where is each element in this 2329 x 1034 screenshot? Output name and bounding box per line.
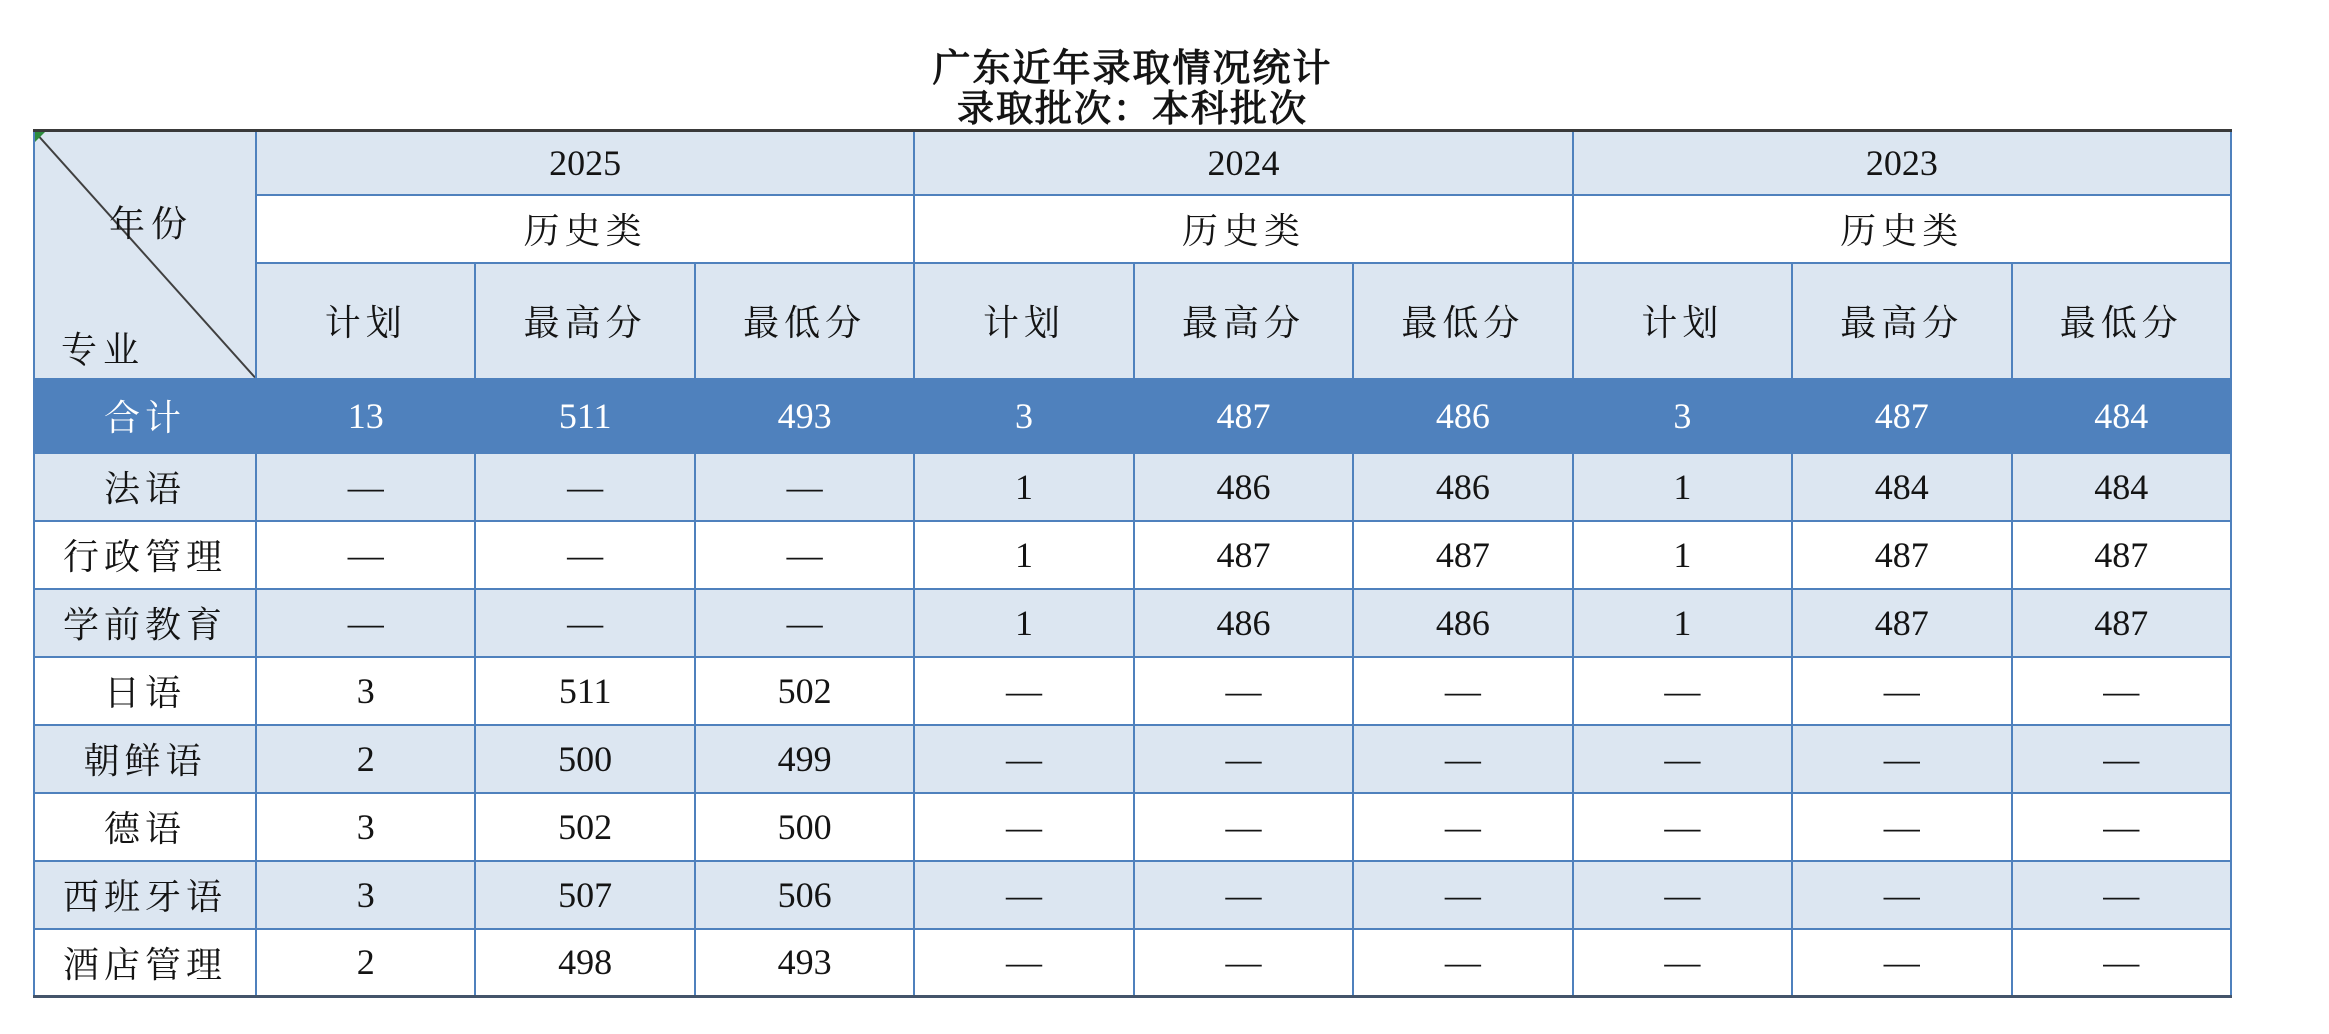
- value-cell: —: [1134, 725, 1353, 793]
- metric-header-cell: 最高分: [1134, 263, 1353, 379]
- value-cell: —: [1353, 861, 1572, 929]
- page-title: 广东近年录取情况统计: [932, 48, 1333, 90]
- value-cell: 2: [256, 725, 475, 793]
- table-row: [34, 929, 2231, 997]
- value-cell: 487: [1134, 521, 1353, 589]
- value-cell: 500: [475, 725, 694, 793]
- value-cell: 1: [914, 453, 1133, 521]
- value-cell: 493: [695, 929, 914, 997]
- value-cell: 1: [1573, 453, 1792, 521]
- value-cell: 486: [1134, 589, 1353, 657]
- value-cell: 493: [695, 379, 914, 453]
- value-cell: 486: [1134, 453, 1353, 521]
- value-cell: 502: [695, 657, 914, 725]
- metric-header-cell: 计划: [1573, 263, 1792, 379]
- table-body: [34, 379, 2231, 997]
- value-cell: 2: [256, 929, 475, 997]
- year-header-cell: 2024: [914, 131, 1572, 195]
- value-cell: —: [256, 453, 475, 521]
- table-row: [34, 861, 2231, 929]
- value-cell: 484: [2012, 453, 2232, 521]
- value-cell: —: [1573, 861, 1792, 929]
- value-cell: —: [1353, 929, 1572, 997]
- value-cell: —: [1792, 861, 2011, 929]
- value-cell: 3: [914, 379, 1133, 453]
- row-label-cell: 西班牙语: [34, 861, 256, 929]
- value-cell: —: [1573, 929, 1792, 997]
- value-cell: —: [1573, 793, 1792, 861]
- value-cell: —: [256, 521, 475, 589]
- value-cell: 487: [2012, 589, 2232, 657]
- value-cell: —: [1353, 657, 1572, 725]
- value-cell: —: [1353, 725, 1572, 793]
- value-cell: —: [1134, 929, 1353, 997]
- value-cell: —: [2012, 929, 2232, 997]
- value-cell: —: [475, 521, 694, 589]
- value-cell: 1: [914, 589, 1133, 657]
- value-cell: —: [1134, 861, 1353, 929]
- row-label-cell: 法语: [34, 453, 256, 521]
- value-cell: 13: [256, 379, 475, 453]
- value-cell: 506: [695, 861, 914, 929]
- cell-error-indicator-icon: [35, 132, 45, 142]
- table-header-block: [33, 0, 2232, 129]
- year-header-cell: 2023: [1573, 131, 2231, 195]
- value-cell: —: [695, 589, 914, 657]
- value-cell: —: [914, 725, 1133, 793]
- value-cell: 3: [256, 793, 475, 861]
- metric-header-row: [34, 263, 2231, 379]
- value-cell: 486: [1353, 379, 1572, 453]
- row-label-cell: 行政管理: [34, 521, 256, 589]
- total-row: [34, 379, 2231, 453]
- row-label-cell: 日语: [34, 657, 256, 725]
- value-cell: 3: [256, 861, 475, 929]
- value-cell: 1: [1573, 589, 1792, 657]
- value-cell: —: [914, 793, 1133, 861]
- value-cell: —: [1792, 657, 2011, 725]
- row-label-cell: 德语: [34, 793, 256, 861]
- metric-header-cell: 最低分: [1353, 263, 1572, 379]
- value-cell: 500: [695, 793, 914, 861]
- value-cell: 486: [1353, 589, 1572, 657]
- table-row: [34, 725, 2231, 793]
- value-cell: 1: [1573, 521, 1792, 589]
- value-cell: —: [1573, 725, 1792, 793]
- value-cell: —: [475, 589, 694, 657]
- metric-header-cell: 计划: [256, 263, 475, 379]
- value-cell: —: [2012, 861, 2232, 929]
- value-cell: —: [1134, 793, 1353, 861]
- page-subtitle: 录取批次：本科批次: [957, 89, 1308, 130]
- value-cell: 498: [475, 929, 694, 997]
- table-row: [34, 657, 2231, 725]
- corner-cell: [34, 131, 256, 379]
- value-cell: —: [475, 453, 694, 521]
- category-header-cell: 历史类: [1573, 195, 2231, 263]
- value-cell: 511: [475, 657, 694, 725]
- value-cell: —: [1353, 793, 1572, 861]
- value-cell: 487: [1792, 589, 2011, 657]
- value-cell: 487: [1353, 521, 1572, 589]
- metric-header-cell: 最低分: [2012, 263, 2232, 379]
- row-label-cell: 合计: [34, 379, 256, 453]
- value-cell: 507: [475, 861, 694, 929]
- year-header-row: [34, 131, 2231, 195]
- value-cell: —: [695, 521, 914, 589]
- category-header-row: [34, 195, 2231, 263]
- metric-header-cell: 最高分: [1792, 263, 2011, 379]
- metric-header-cell: 计划: [914, 263, 1133, 379]
- value-cell: 499: [695, 725, 914, 793]
- value-cell: —: [914, 929, 1133, 997]
- value-cell: —: [1573, 657, 1792, 725]
- table-row: [34, 453, 2231, 521]
- value-cell: 484: [1792, 453, 2011, 521]
- table-row: [34, 589, 2231, 657]
- value-cell: 487: [1134, 379, 1353, 453]
- table-row: [34, 793, 2231, 861]
- row-label-cell: 酒店管理: [34, 929, 256, 997]
- value-cell: —: [1792, 793, 2011, 861]
- value-cell: —: [1134, 657, 1353, 725]
- row-label-cell: 朝鲜语: [34, 725, 256, 793]
- value-cell: —: [1792, 929, 2011, 997]
- value-cell: —: [695, 453, 914, 521]
- metric-header-cell: 最低分: [695, 263, 914, 379]
- category-header-cell: 历史类: [914, 195, 1572, 263]
- row-label-cell: 学前教育: [34, 589, 256, 657]
- value-cell: —: [914, 657, 1133, 725]
- value-cell: —: [2012, 793, 2232, 861]
- value-cell: —: [256, 589, 475, 657]
- table-row: [34, 521, 2231, 589]
- value-cell: 3: [256, 657, 475, 725]
- value-cell: 487: [2012, 521, 2232, 589]
- metric-header-cell: 最高分: [475, 263, 694, 379]
- value-cell: 502: [475, 793, 694, 861]
- value-cell: 487: [1792, 521, 2011, 589]
- corner-label-year: 年份: [109, 204, 194, 244]
- year-header-cell: 2025: [256, 131, 914, 195]
- value-cell: 484: [2012, 379, 2232, 453]
- value-cell: 1: [914, 521, 1133, 589]
- value-cell: 487: [1792, 379, 2011, 453]
- corner-label-major: 专业: [61, 330, 146, 370]
- value-cell: —: [914, 861, 1133, 929]
- value-cell: 511: [475, 379, 694, 453]
- admissions-table: [33, 129, 2232, 998]
- value-cell: 3: [1573, 379, 1792, 453]
- category-header-cell: 历史类: [256, 195, 914, 263]
- value-cell: —: [2012, 657, 2232, 725]
- table-head: [34, 131, 2231, 379]
- value-cell: —: [2012, 725, 2232, 793]
- value-cell: 486: [1353, 453, 1572, 521]
- value-cell: —: [1792, 725, 2011, 793]
